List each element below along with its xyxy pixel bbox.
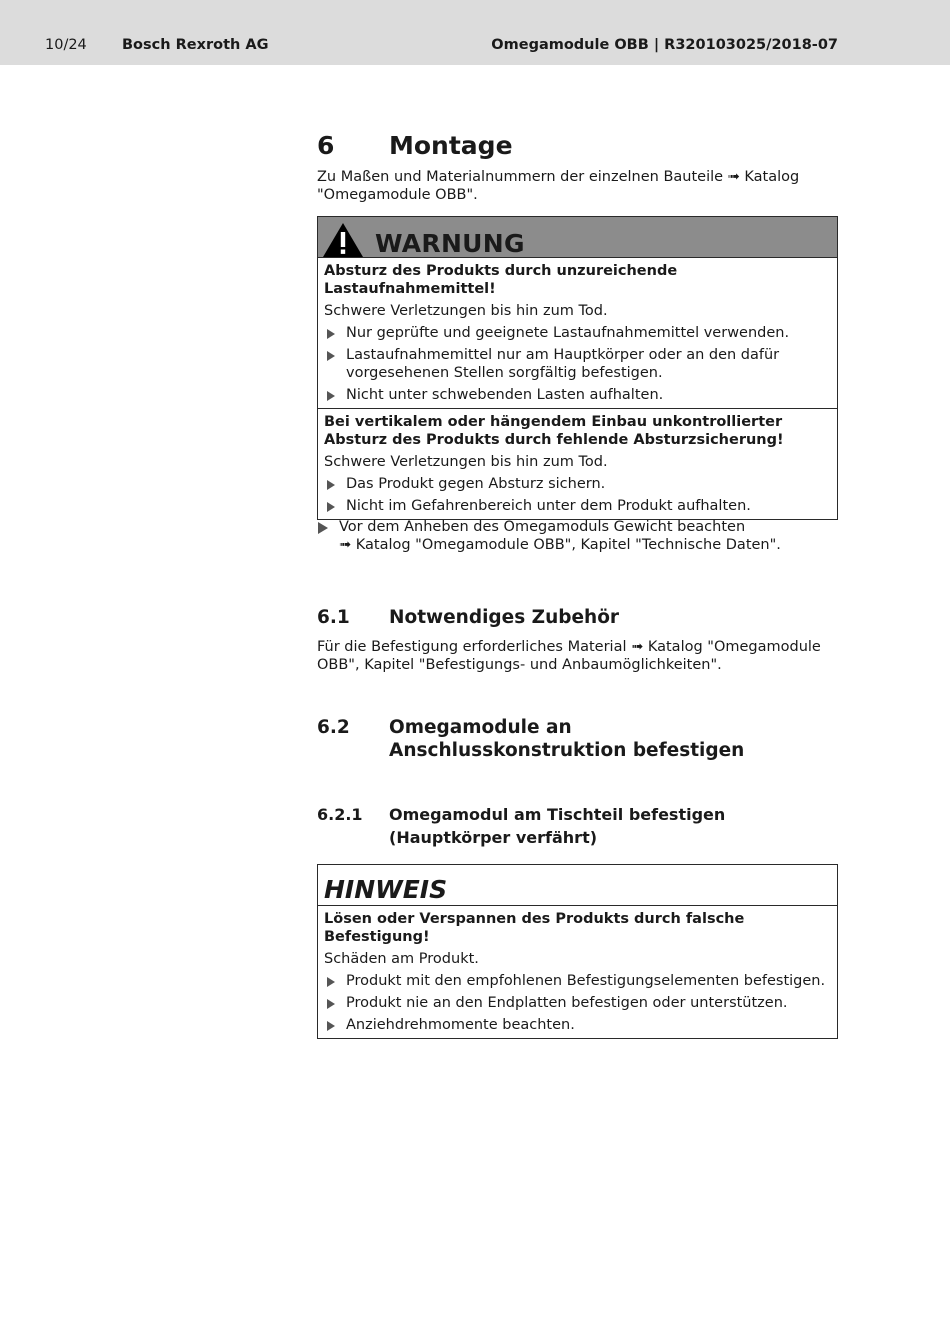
notice-box — [317, 864, 838, 1039]
warning-2-heading: Bei vertikalem oder hängendem Einbau unkontrollierter Absturz des Produkts durch fehlende Absturzsicherung! — [324, 414, 784, 448]
company-name: Bosch Rexroth AG — [122, 37, 269, 53]
section-title: Montage — [389, 131, 513, 160]
notice-block — [318, 906, 837, 1038]
list-item — [324, 1016, 831, 1034]
list-item — [324, 386, 831, 404]
warning-1-heading: Absturz des Produkts durch unzureichende Lastaufnahmemittel! — [324, 263, 678, 297]
notice-header — [318, 865, 837, 906]
section-6-intro: Zu Maßen und Materialnummern der einzelnen Bauteile ➟ Katalog "Omegamodule OBB". — [317, 169, 800, 203]
document-id: Omegamodule OBB | R320103025/2018-07 — [491, 37, 838, 53]
warning-block-1 — [318, 258, 837, 408]
section-number: 6 — [317, 131, 335, 160]
list-item-text: Das Produkt gegen Absturz sichern. — [346, 476, 606, 492]
section-title: Notwendiges Zubehör — [389, 607, 620, 628]
warning-1-consequence: Schwere Verletzungen bis hin zum Tod. — [324, 303, 608, 319]
warning-block-2 — [318, 408, 837, 519]
bullet-arrow-icon — [327, 391, 335, 401]
bullet-arrow-icon — [327, 1021, 335, 1031]
list-item — [324, 346, 831, 382]
list-item — [324, 994, 831, 1012]
instruction-line-2: ➟ Katalog "Omegamodule OBB", Kapitel "Technische Daten". — [339, 537, 781, 553]
list-item-text: Produkt mit den empfohlenen Befestigungselementen befestigen. — [346, 973, 826, 989]
section-number: 6.1 — [317, 607, 350, 628]
notice-label: HINWEIS — [324, 875, 448, 904]
section-number: 6.2.1 — [317, 805, 363, 824]
list-item-text: Nicht unter schwebenden Lasten aufhalten. — [346, 387, 664, 403]
warning-box — [317, 216, 838, 520]
list-item — [324, 324, 831, 342]
bullet-arrow-icon — [327, 999, 335, 1009]
page-header — [0, 0, 950, 65]
warning-2-consequence: Schwere Verletzungen bis hin zum Tod. — [324, 454, 608, 470]
instruction-line-1: Vor dem Anheben des Omegamoduls Gewicht beachten — [339, 519, 746, 535]
warning-header — [318, 217, 837, 258]
list-item — [324, 972, 831, 990]
bullet-arrow-icon — [318, 522, 328, 534]
warning-triangle-icon — [322, 222, 364, 258]
bullet-arrow-icon — [327, 502, 335, 512]
section-number: 6.2 — [317, 717, 350, 738]
list-item-text: Nicht im Gefahrenbereich unter dem Produkt aufhalten. — [346, 498, 751, 514]
bullet-arrow-icon — [327, 977, 335, 987]
list-item — [324, 497, 831, 515]
bullet-arrow-icon — [327, 329, 335, 339]
section-title: Omegamodul am Tischteil befestigen (Hauptkörper verfährt) — [389, 805, 726, 847]
list-item-text: Nur geprüfte und geeignete Lastaufnahmemittel verwenden. — [346, 325, 790, 341]
notice-heading: Lösen oder Verspannen des Produkts durch falsche Befestigung! — [324, 911, 745, 945]
bullet-arrow-icon — [327, 351, 335, 361]
notice-consequence: Schäden am Produkt. — [324, 951, 479, 967]
section-title: Omegamodule an Anschlusskonstruktion befestigen — [389, 717, 745, 761]
warning-label: WARNUNG — [375, 229, 525, 258]
instruction-item — [317, 518, 838, 554]
list-item-text: Lastaufnahmemittel nur am Hauptkörper oder an den dafür vorgesehenen Stellen sorgfältig befestigen. — [346, 347, 780, 381]
list-item-text: Anziehdrehmomente beachten. — [346, 1017, 575, 1033]
list-item — [324, 475, 831, 493]
page-number: 10/24 — [45, 37, 87, 53]
section-6-1-text: Für die Befestigung erforderliches Material ➟ Katalog "Omegamodule OBB", Kapitel "Befestigungs- und Anbaumöglichkeiten". — [317, 639, 821, 673]
bullet-arrow-icon — [327, 480, 335, 490]
list-item-text: Produkt nie an den Endplatten befestigen oder unterstützen. — [346, 995, 788, 1011]
